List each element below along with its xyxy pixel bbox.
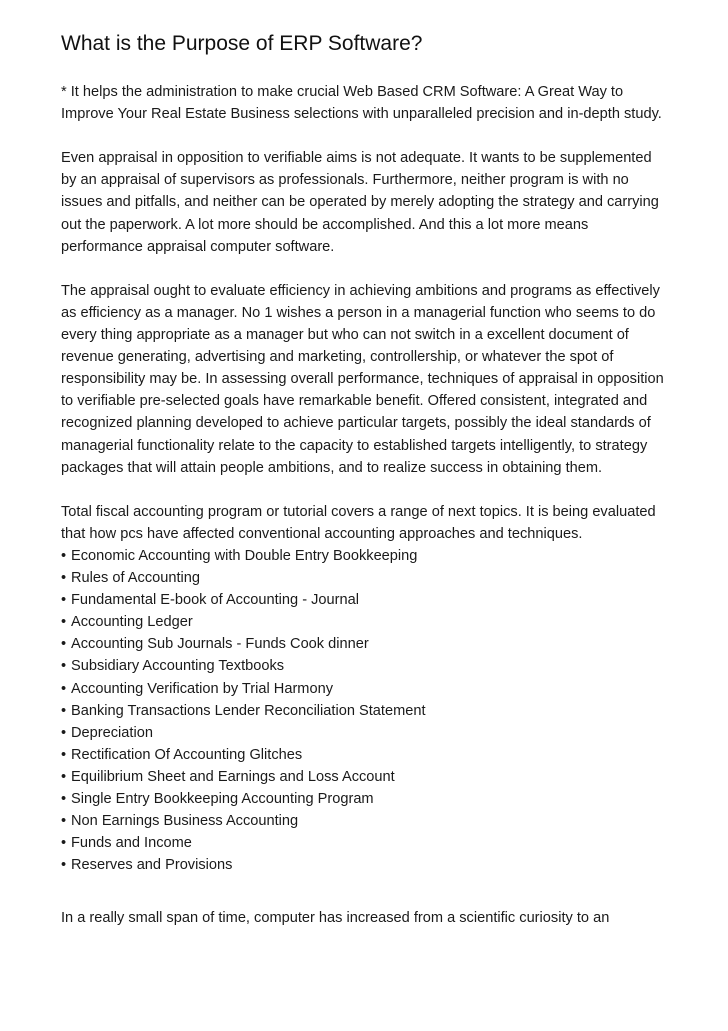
paragraph-efficiency: The appraisal ought to evaluate efficiency in achieving ambitions and programs as effectively as efficiency as a manager. No 1 wishes a person in a managerial function who seems to do every thing appropriate as a manager but who can not switch in a excellent document of revenue generating, advertising and marketing, controllership, or whatever the spot of responsibility may be. In assessing overall performance, techniques of appraisal in opposition to verifiable pre-selected goals have remarkable benefit. Offered consistent, integrated and recognized planning developed to achieve particular targets, possibly the ideal standards of managerial functionality relate to the capacity to established targets intelligently, to strategy packages that will attain people ambitions, and to realize success in obtaining them.: [61, 282, 664, 476]
bullet-marker: •: [61, 614, 67, 631]
document-body: [61, 81, 671, 929]
list-item-text: Banking Transactions Lender Reconciliation Statement: [71, 702, 426, 719]
paragraph-spacer: [61, 479, 671, 501]
list-item-text: Fundamental E-book of Accounting - Journal: [71, 592, 359, 609]
paragraph-spacer: [61, 876, 671, 907]
list-item-text: Reserves and Provisions: [71, 857, 233, 874]
list-item: [61, 744, 671, 766]
paragraph-appraisal: Even appraisal in opposition to verifiable aims is not adequate. It wants to be supplemented by an appraisal of supervisors as professionals. Furthermore, neither program is with no issues and pitfalls, and neither can be operated by merely adopting the strategy and carrying out the paperwork. A lot more should be accomplished. And this a lot more means performance appraisal computer software.: [61, 150, 659, 255]
list-item-text: Economic Accounting with Double Entry Bookkeeping: [71, 547, 418, 564]
list-item: [61, 810, 671, 832]
bullet-marker: •: [61, 746, 67, 763]
bullet-marker: •: [61, 791, 67, 807]
list-item: [61, 589, 671, 611]
list-item: [61, 854, 671, 876]
list-item: [61, 678, 671, 700]
bullet-marker: •: [61, 658, 67, 675]
list-item: [61, 766, 671, 788]
bullet-marker: •: [61, 724, 67, 741]
list-item-text: Single Entry Bookkeeping Accounting Program: [71, 791, 374, 807]
list-item-text: Equilibrium Sheet and Earnings and Loss Account: [71, 768, 395, 785]
list-item-text: Depreciation: [71, 724, 153, 741]
list-item: [61, 545, 671, 567]
list-item: [61, 655, 671, 677]
bullet-marker: •: [61, 813, 67, 830]
paragraph-spacer: [61, 258, 671, 280]
bullet-marker: •: [61, 592, 67, 609]
bullet-marker: •: [61, 702, 67, 719]
list-item-text: Accounting Ledger: [71, 614, 193, 631]
bullet-marker: •: [61, 680, 67, 697]
list-item-text: Rectification Of Accounting Glitches: [71, 746, 303, 763]
list-item-text: Non Earnings Business Accounting: [71, 813, 299, 830]
topics-list: [61, 545, 671, 876]
bullet-marker: •: [61, 636, 67, 653]
list-item: [61, 633, 671, 655]
list-item: [61, 567, 671, 589]
paragraph-intro: * It helps the administration to make crucial Web Based CRM Software: A Great Way to Improve Your Real Estate Business selections with unparalleled precision and in-depth study.: [61, 84, 662, 123]
paragraph-accounting-topics: Total fiscal accounting program or tutorial covers a range of next topics. It is being evaluated that how pcs have affected conventional accounting approaches and techniques.: [61, 503, 656, 542]
page-title: What is the Purpose of ERP Software?: [61, 32, 423, 55]
paragraph-closing: In a really small span of time, computer has increased from a scientific curiosity to an: [61, 910, 610, 927]
list-item-text: Subsidiary Accounting Textbooks: [71, 658, 285, 675]
bullet-marker: •: [61, 547, 67, 564]
list-item-text: Funds and Income: [71, 835, 192, 852]
list-item: [61, 700, 671, 722]
list-item: [61, 722, 671, 744]
paragraph-spacer: [61, 125, 671, 147]
list-item: [61, 832, 671, 854]
bullet-marker: •: [61, 857, 67, 874]
list-item: [61, 788, 671, 810]
list-item-text: Accounting Verification by Trial Harmony: [71, 680, 333, 697]
list-item-text: Rules of Accounting: [71, 570, 200, 587]
bullet-marker: •: [61, 768, 67, 785]
bullet-marker: •: [61, 835, 67, 852]
bullet-marker: •: [61, 570, 67, 587]
list-item-text: Accounting Sub Journals - Funds Cook dinner: [71, 636, 369, 653]
list-item: [61, 611, 671, 633]
